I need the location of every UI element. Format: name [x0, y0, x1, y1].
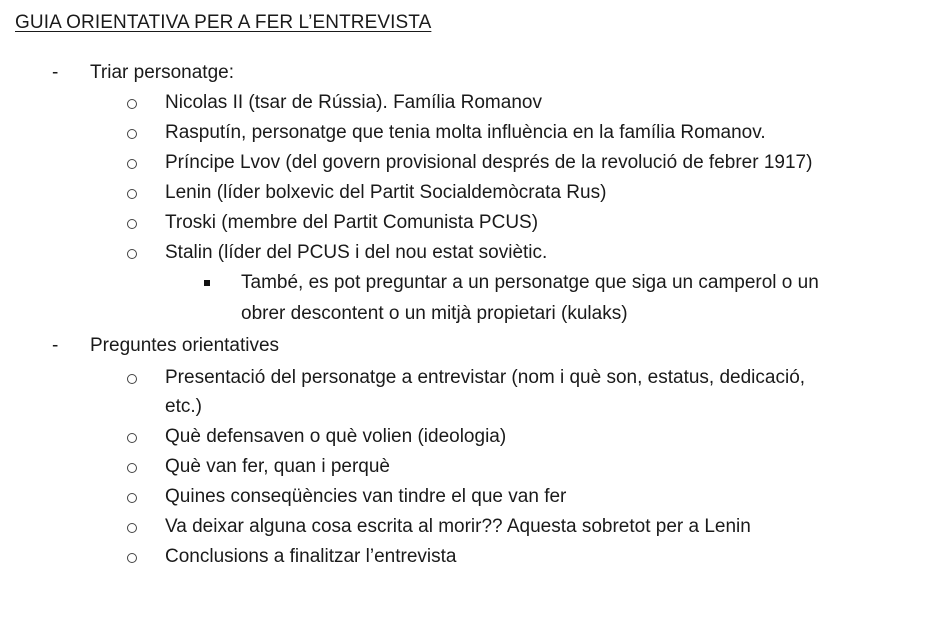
list-item: Quines conseqüències van tindre el que van fer: [165, 486, 567, 507]
circle-bullet-icon: [127, 433, 137, 443]
circle-bullet-icon: [127, 463, 137, 473]
list-item: Va deixar alguna cosa escrita al morir?? Aquesta sobretot per a Lenin: [165, 516, 751, 537]
list-item: Rasputín, personatge que tenia molta influència en la família Romanov.: [165, 122, 766, 143]
list-item: Lenin (líder bolxevic del Partit Socialdemòcrata Rus): [165, 182, 607, 203]
list-item: Troski (membre del Partit Comunista PCUS): [165, 212, 539, 233]
circle-bullet-icon: [127, 129, 137, 139]
list-item-continuation: etc.): [165, 396, 202, 417]
list-item: Què defensaven o què volien (ideologia): [165, 426, 507, 447]
list-item: Conclusions a finalitzar l’entrevista: [165, 546, 457, 567]
dash-bullet: -: [52, 62, 59, 83]
circle-bullet-icon: [127, 159, 137, 169]
list-item: Què van fer, quan i perquè: [165, 456, 390, 477]
square-bullet-icon: [204, 280, 210, 286]
circle-bullet-icon: [127, 189, 137, 199]
circle-bullet-icon: [127, 99, 137, 109]
list-item: Presentació del personatge a entrevistar (nom i què son, estatus, dedicació,: [165, 367, 806, 388]
list-item: Príncipe Lvov (del govern provisional després de la revolució de febrer 1917): [165, 152, 813, 173]
circle-bullet-icon: [127, 374, 137, 384]
circle-bullet-icon: [127, 493, 137, 503]
circle-bullet-icon: [127, 553, 137, 563]
subnote-line-1: També, es pot preguntar a un personatge que siga un camperol o un: [241, 272, 819, 293]
subnote-line-2: obrer descontent o un mitjà propietari (kulaks): [241, 303, 628, 324]
list-item: Nicolas II (tsar de Rússia). Família Romanov: [165, 92, 542, 113]
section-heading-preguntes-orientatives: Preguntes orientatives: [90, 335, 280, 356]
document-title: GUIA ORIENTATIVA PER A FER L’ENTREVISTA: [15, 12, 432, 33]
section-heading-triar-personatge: Triar personatge:: [90, 62, 234, 83]
circle-bullet-icon: [127, 523, 137, 533]
dash-bullet: -: [52, 335, 59, 356]
circle-bullet-icon: [127, 219, 137, 229]
list-item: Stalin (líder del PCUS i del nou estat soviètic.: [165, 242, 548, 263]
circle-bullet-icon: [127, 249, 137, 259]
